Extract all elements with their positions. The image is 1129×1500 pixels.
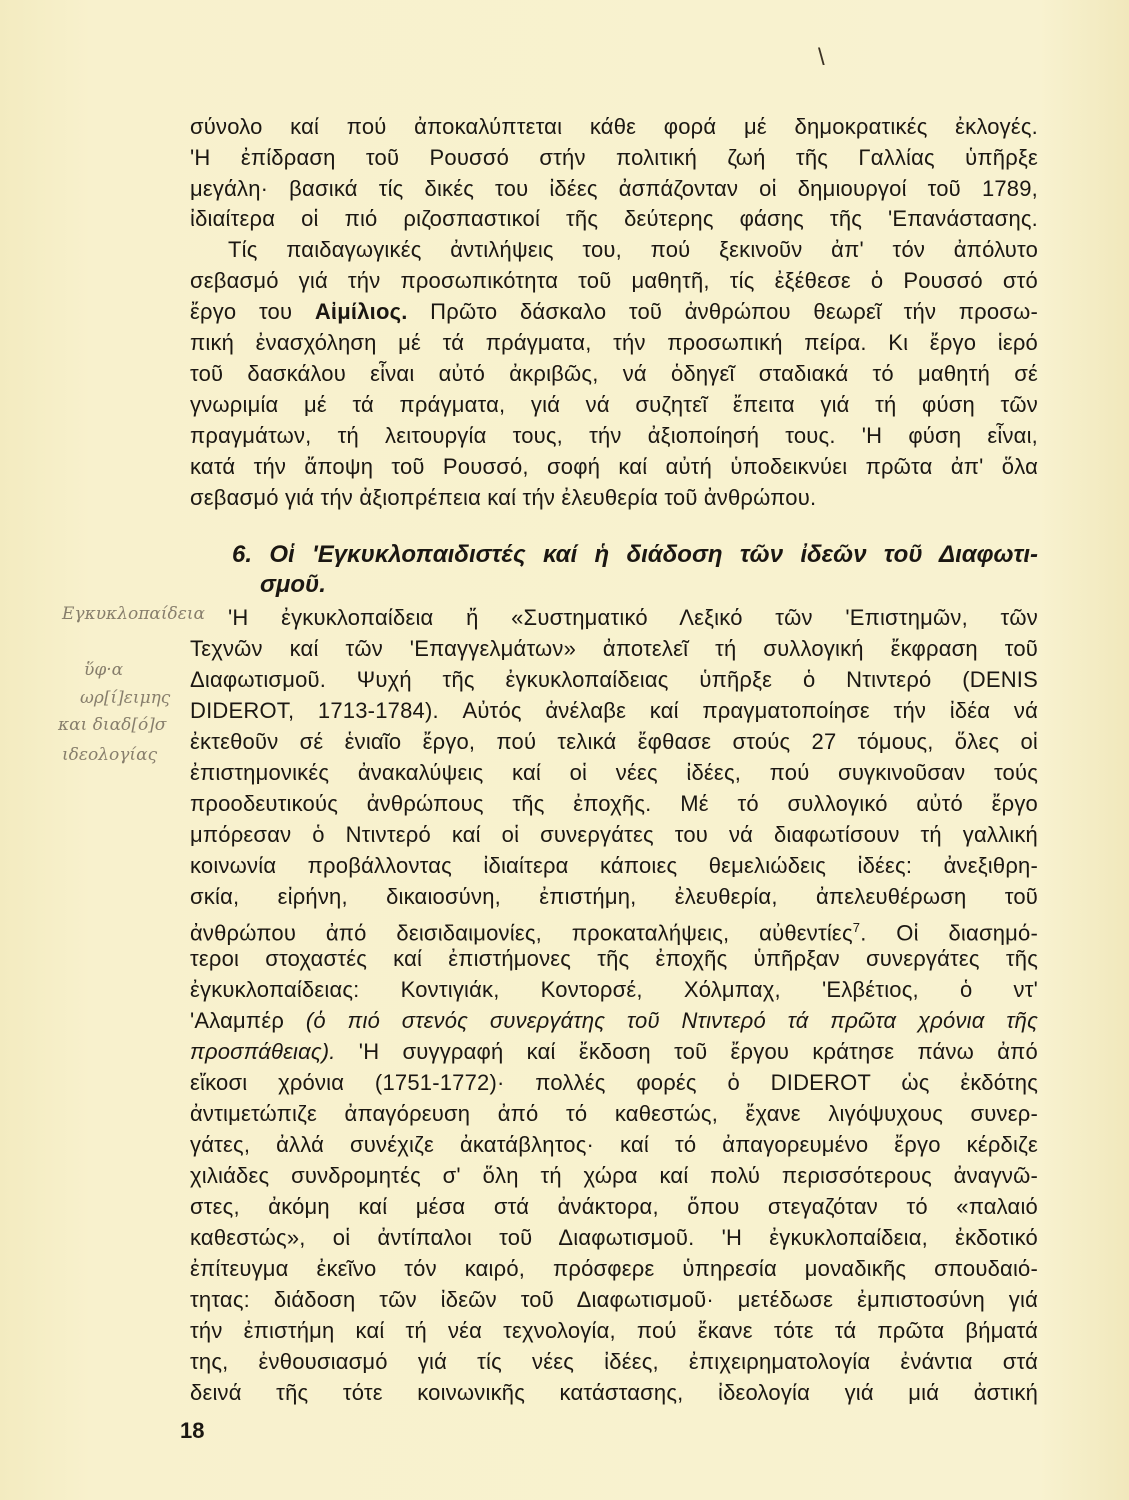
- margin-note: ωρ[ί]ειμης: [80, 688, 171, 708]
- text-line: τεροι στοχαστές καί ἐπιστήμονες τῆς ἐποχῆς ὑπῆρξαν συνεργάτες τῆς: [190, 946, 1038, 971]
- text-line: εἴκοσι χρόνια (1751-1772)· πολλές φορές ὁ DIDEROT ὡς ἐκδότης: [190, 1070, 1038, 1095]
- text-line: σεβασμό γιά τήν ἀξιοπρέπεια καί τήν ἐλευθερία τοῦ ἀνθρώπου.: [190, 485, 817, 510]
- text-line: DIDEROT, 1713-1784). Αὐτός ἀνέλαβε καί πραγματοποίησε τήν ἰδέα νά: [190, 698, 1038, 723]
- text-line: ἰδιαίτερα οἱ πιό ριζοσπαστικοί τῆς δεύτερης φάσης τῆς 'Επανάστασης.: [190, 206, 1038, 231]
- text-span: 'Αλαμπέρ: [190, 1008, 306, 1033]
- italic-span: προσπάθειας).: [190, 1039, 336, 1064]
- text-line: τητας: διάδοση τῶν ἰδεῶν τοῦ Διαφωτισμοῦ· μετέδωσε ἐμπιστοσύνη γιά: [190, 1287, 1038, 1312]
- margin-note: ὕφ·α: [84, 660, 124, 680]
- text-line: Τεχνῶν καί τῶν 'Επαγγελμάτων» ἀποτελεῖ τή συλλογική ἔκφραση τοῦ: [190, 636, 1038, 661]
- book-title-aimilios: Αἰμίλιος.: [314, 299, 408, 324]
- text-line: 'Η ἐγκυκλοπαίδεια ἤ «Συστηματικό Λεξικό τῶν 'Επιστημῶν, τῶν: [228, 605, 1038, 630]
- text-line: στες, ἀκόμη καί μέσα στά ἀνάκτορα, ὅπου στεγαζόταν τό «παλαιό: [190, 1194, 1038, 1219]
- margin-note: ιδεολογίας: [62, 745, 158, 765]
- text-line: [190, 1006, 1038, 1036]
- text-line: δεινά τῆς τότε κοινωνικῆς κατάστασης, ἰδεολογία γιά μιά ἀστική: [190, 1380, 1038, 1405]
- text-line: ἐκτεθοῦν σέ ἑνιαῖο ἔργο, πού τελικά ἔφθασε στούς 27 τόμους, ὅλες οἱ: [190, 729, 1038, 754]
- text-line: τήν ἐπιστήμη καί τή νέα τεχνολογία, πού ἔκανε τότε τά πρῶτα βήματά: [190, 1318, 1038, 1343]
- text-line: γνωριμία μέ τά πράγματα, γιά νά συζητεῖ ἔπειτα γιά τή φύση τῶν: [190, 392, 1038, 417]
- margin-note: και διαδ[ό]σ: [58, 715, 167, 735]
- text-line: [190, 297, 1038, 327]
- text-line: ἐπιστημονικές ἀνακαλύψεις καί οἱ νέες ἰδέες, πού συγκινοῦσαν τούς: [190, 760, 1038, 785]
- text-line: Διαφωτισμοῦ. Ψυχή τῆς ἐγκυκλοπαίδειας ὑπῆρξε ὁ Ντιντερό (DENIS: [190, 667, 1038, 692]
- text-line: πραγμάτων, τή λειτουργία τους, τήν ἀξιοποίησή τους. 'Η φύση εἶναι,: [190, 423, 1038, 448]
- italic-span: (ὁ πιό στενός συνεργάτης τοῦ Ντιντερό τά πρῶτα χρόνια τῆς: [305, 1008, 1038, 1033]
- text-span: ἔργο του: [190, 299, 315, 324]
- text-line: 'Η ἐπίδραση τοῦ Ρουσσό στήν πολιτική ζωή τῆς Γαλλίας ὑπῆρξε: [190, 145, 1038, 170]
- text-line: γάτες, ἀλλά συνέχιζε ἀκατάβλητος· καί τό ἀπαγορευμένο ἔργο κέρδιζε: [190, 1132, 1038, 1157]
- page-number: 18: [180, 1418, 205, 1443]
- text-line: κοινωνία προβάλλοντας ἰδιαίτερα κάποιες θεμελιώδεις ἰδέες: ἀνεξιθρη-: [190, 853, 1038, 878]
- text-line: σεβασμό γιά τήν προσωπικότητα τοῦ μαθητῆ, τίς ἐξέθεσε ὁ Ρουσσό στό: [190, 268, 1038, 293]
- text-line: χιλιάδες συνδρομητές σ' ὅλη τή χώρα καί πολύ περισσότερους ἀναγνῶ-: [190, 1163, 1038, 1188]
- text-line: ἐπίτευγμα ἐκεῖνο τόν καιρό, πρόσφερε ὑπηρεσία μοναδικῆς σπουδαιό-: [190, 1256, 1038, 1281]
- text-line: ἐγκυκλοπαίδειας: Κοντιγιάκ, Κοντορσέ, Χόλμπαχ, 'Ελβέτιος, ὁ ντ': [190, 977, 1038, 1002]
- text-line: [190, 1037, 1038, 1067]
- text-line: μεγάλη· βασικά τίς δικές του ἰδέες ἀσπάζονταν οἱ δημιουργοί τοῦ 1789,: [190, 176, 1038, 201]
- text-line: μπόρεσαν ὁ Ντιντερό καί οἱ συνεργάτες του νά διαφωτίσουν τή γαλλική: [190, 822, 1038, 847]
- ink-mark: \: [818, 44, 825, 71]
- footnote-ref: 7: [852, 920, 861, 935]
- text-span: Πρῶτο δάσκαλο τοῦ ἀνθρώπου θεωρεῖ τήν προσω-: [407, 299, 1038, 324]
- section-title: Οἱ 'Εγκυκλοπαιδιστές καί ἡ διάδοση τῶν ἰδεῶν τοῦ Διαφωτι-: [269, 541, 1039, 568]
- section-number: 6.: [232, 541, 253, 568]
- text-line: τοῦ δασκάλου εἶναι αὐτό ἀκριβῶς, νά ὁδηγεῖ σταδιακά τό μαθητή σέ: [190, 361, 1038, 386]
- text-span: 'Η συγγραφή καί ἔκδοση τοῦ ἔργου κράτησε πάνω ἀπό: [335, 1039, 1038, 1064]
- text-line: προοδευτικούς ἀνθρώπους τῆς ἐποχῆς. Μέ τό συλλογικό αὐτό ἔργο: [190, 791, 1038, 816]
- text-line: σύνολο καί πού ἀποκαλύπτεται κάθε φορά μέ δημοκρατικές ἐκλογές.: [190, 114, 1038, 139]
- text-span: ἀνθρώπου ἀπό δεισιδαιμονίες, προκαταλήψεις, αὐθεντίες: [190, 920, 853, 946]
- text-line: κατά τήν ἄποψη τοῦ Ρουσσό, σοφή καί αὐτή ὑποδεικνύει πρῶτα ἀπ' ὅλα: [190, 454, 1038, 479]
- text-line: Τίς παιδαγωγικές ἀντιλήψεις του, πού ξεκινοῦν ἀπ' τόν ἀπόλυτο: [228, 237, 1038, 262]
- text-line: της, ἐνθουσιασμό γιά τίς νέες ἰδέες, ἐπιχειρηματολογία ἐνάντια στά: [190, 1349, 1038, 1374]
- text-line: σκία, εἰρήνη, δικαιοσύνη, ἐπιστήμη, ἐλευθερία, ἀπελευθέρωση τοῦ: [190, 884, 1038, 909]
- margin-note: Εγκυκλοπαίδεια: [62, 604, 206, 624]
- section-heading: [232, 540, 1038, 570]
- text-line: ἀντιμετώπιζε ἀπαγόρευση ἀπό τό καθεστώς, ἔχανε λιγόψυχους συνερ-: [190, 1101, 1038, 1126]
- text-line: πική ἐνασχόληση μέ τά πράγματα, τήν προσωπική πείρα. Κι ἔργο ἱερό: [190, 330, 1038, 355]
- section-heading-cont: σμοῦ.: [260, 571, 326, 598]
- text-line: καθεστώς», οἱ ἀντίπαλοι τοῦ Διαφωτισμοῦ. 'Η ἐγκυκλοπαίδεια, ἐκδοτικό: [190, 1225, 1038, 1250]
- text-span: . Οἱ διασημό-: [860, 920, 1038, 946]
